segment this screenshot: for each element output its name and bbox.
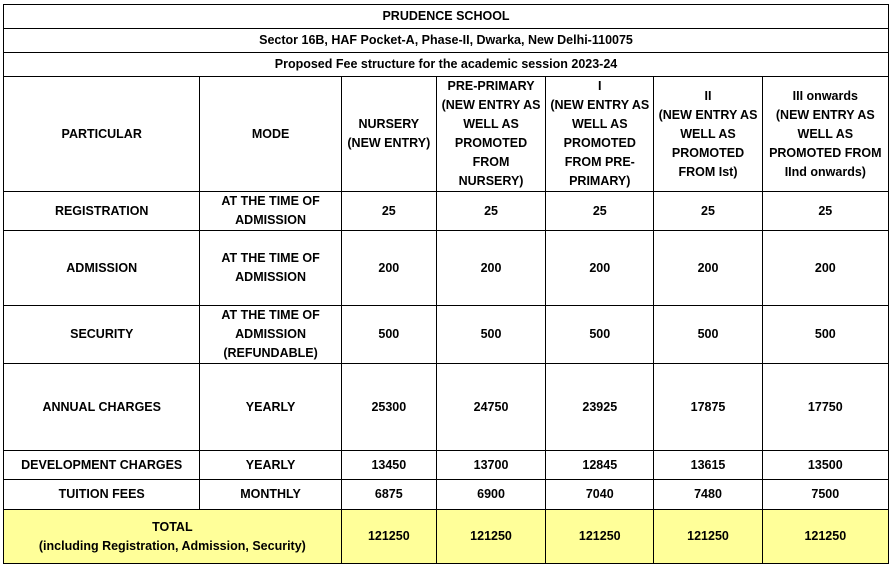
table-row xyxy=(4,480,889,510)
fee-cell: 200 xyxy=(762,231,888,306)
header-nursery: NURSERY (NEW ENTRY) xyxy=(341,77,436,192)
fee-cell: 500 xyxy=(341,306,436,364)
header-class-2: II (NEW ENTRY AS WELL AS PROMOTED FROM Ist) xyxy=(654,77,762,192)
fee-cell: 13615 xyxy=(654,451,762,480)
school-name: PRUDENCE SCHOOL xyxy=(4,5,889,29)
fee-cell: 6875 xyxy=(341,480,436,510)
table-row xyxy=(4,451,889,480)
fee-cell: 200 xyxy=(341,231,436,306)
row-mode: YEARLY xyxy=(200,364,341,451)
total-row xyxy=(4,510,889,564)
total-cell: 121250 xyxy=(341,510,436,564)
fee-cell: 25 xyxy=(436,192,545,231)
fee-cell: 25300 xyxy=(341,364,436,451)
fee-cell: 25 xyxy=(341,192,436,231)
row-particular: SECURITY xyxy=(4,306,200,364)
header-mode: MODE xyxy=(200,77,341,192)
fee-cell: 200 xyxy=(546,231,654,306)
fee-cell: 7480 xyxy=(654,480,762,510)
fee-cell: 7500 xyxy=(762,480,888,510)
fee-cell: 500 xyxy=(654,306,762,364)
fee-cell: 17750 xyxy=(762,364,888,451)
header-particular: PARTICULAR xyxy=(4,77,200,192)
fee-cell: 25 xyxy=(654,192,762,231)
row-particular: ADMISSION xyxy=(4,231,200,306)
header-pre-primary: PRE-PRIMARY (NEW ENTRY AS WELL AS PROMOTED FROM NURSERY) xyxy=(436,77,545,192)
total-cell: 121250 xyxy=(546,510,654,564)
fee-structure-subtitle: Proposed Fee structure for the academic session 2023-24 xyxy=(4,53,889,77)
row-mode: MONTHLY xyxy=(200,480,341,510)
fee-structure-table xyxy=(3,4,889,564)
row-particular: REGISTRATION xyxy=(4,192,200,231)
table-row xyxy=(4,364,889,451)
school-address: Sector 16B, HAF Pocket-A, Phase-II, Dwarka, New Delhi-110075 xyxy=(4,29,889,53)
header-class-1: I (NEW ENTRY AS WELL AS PROMOTED FROM PRE- PRIMARY) xyxy=(546,77,654,192)
fee-cell: 24750 xyxy=(436,364,545,451)
fee-cell: 25 xyxy=(762,192,888,231)
fee-cell: 7040 xyxy=(546,480,654,510)
fee-cell: 6900 xyxy=(436,480,545,510)
fee-cell: 13700 xyxy=(436,451,545,480)
fee-cell: 25 xyxy=(546,192,654,231)
table-row xyxy=(4,231,889,306)
table-row xyxy=(4,306,889,364)
fee-cell: 200 xyxy=(436,231,545,306)
total-cell: 121250 xyxy=(654,510,762,564)
row-particular: TUITION FEES xyxy=(4,480,200,510)
total-cell: 121250 xyxy=(762,510,888,564)
header-row xyxy=(4,77,889,192)
fee-cell: 12845 xyxy=(546,451,654,480)
fee-cell: 13450 xyxy=(341,451,436,480)
fee-cell: 200 xyxy=(654,231,762,306)
row-particular: ANNUAL CHARGES xyxy=(4,364,200,451)
header-class-3-onwards: III onwards (NEW ENTRY AS WELL AS PROMOTED FROM IInd onwards) xyxy=(762,77,888,192)
total-cell: 121250 xyxy=(436,510,545,564)
fee-cell: 23925 xyxy=(546,364,654,451)
row-particular: DEVELOPMENT CHARGES xyxy=(4,451,200,480)
row-mode: AT THE TIME OF ADMISSION xyxy=(200,231,341,306)
fee-cell: 17875 xyxy=(654,364,762,451)
fee-cell: 500 xyxy=(762,306,888,364)
fee-cell: 500 xyxy=(546,306,654,364)
fee-cell: 13500 xyxy=(762,451,888,480)
fee-cell: 500 xyxy=(436,306,545,364)
row-mode: YEARLY xyxy=(200,451,341,480)
total-label: TOTAL (including Registration, Admission, Security) xyxy=(4,510,342,564)
row-mode: AT THE TIME OF ADMISSION (REFUNDABLE) xyxy=(200,306,341,364)
row-mode: AT THE TIME OF ADMISSION xyxy=(200,192,341,231)
table-row xyxy=(4,192,889,231)
